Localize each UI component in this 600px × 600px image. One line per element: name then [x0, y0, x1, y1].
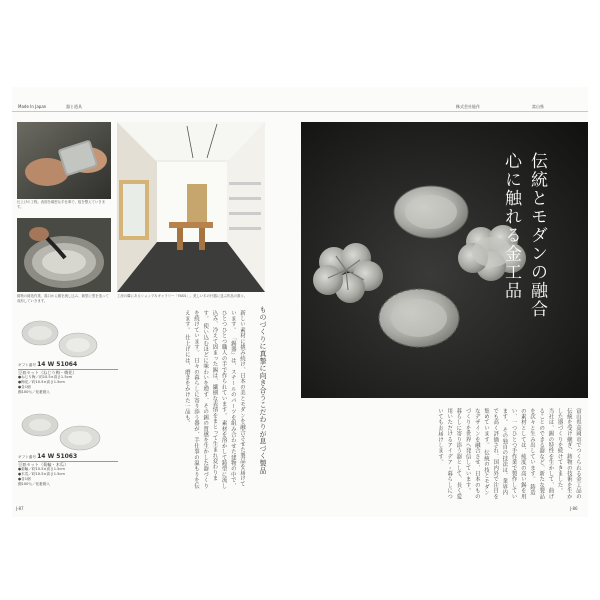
product-1-detail-4: 錫100％／化粧箱入 [18, 390, 51, 394]
left-body-col-4: 使い込むほどに味わいを増す、その錫の質感を生かした器づくりを続けています。 [192, 310, 209, 489]
product-2-detail-1: ●菊輪／約10.5×高さ1.5cm [18, 467, 65, 471]
right-body-col-3: 鋳造の素材としては、純度の高い錫を用い、一つひとつ手作業で製作しています。 [501, 408, 535, 500]
photo-casting-caption: 鋳物の鋳造作業、湯口から錫を流し込み、鋳型に型を造って成形していきます。 [17, 294, 109, 303]
product-2-name: 豆皿セット（菊輪・木瓜） [18, 461, 118, 467]
photo-casting [17, 218, 111, 292]
right-body-col-2: 当社は、錫の特性を生かして、曲げることのできる器など、新たな製品を次々と生み出しています。 [528, 408, 554, 500]
right-body-col-4: その独自の技法は、業界内でも高く評価され、国内外で注目を集めています。 [482, 408, 508, 500]
left-body-col-3: 素材を溶かして鋳型に流し込み、冷えて固まった錫は、繊細な表情をまとって生まれ変わります。 [202, 310, 227, 489]
right-header-company: 株式会社能作 [456, 104, 480, 109]
right-page-number: J-86 [570, 506, 578, 511]
left-body [122, 310, 246, 490]
left-header-category: 器と道具 [66, 104, 82, 109]
product-1-image [18, 316, 100, 360]
left-lead: ものづくりに真摯に向き合うこだわりが息づく製品 [259, 306, 267, 474]
product-2 [18, 454, 118, 487]
photo-polishing [17, 122, 111, 199]
right-title-line-2: 心に触れる金工品 [501, 152, 521, 300]
photo-polishing-caption: 仕上げの工程。表面を緻密な手仕事で、板を整えていきます。 [17, 200, 106, 209]
left-body-col-5: 日々の暮らしに寄り添う器が、手仕事の温もりを伝えます。 [183, 310, 199, 489]
product-2-tag: ギフト番号 [18, 455, 36, 459]
left-page-number: J-87 [16, 506, 24, 511]
right-body-col-5: 伝統の技とモダンなデザインを融合させ、日本のものづくりを世界へ発信しています。 [464, 408, 489, 500]
product-1-tag: ギフト番号 [18, 363, 36, 367]
product-2-detail-3: ●各1個 [18, 477, 31, 481]
right-body-col-1: 富山県高岡市でつくられる金工品の伝統を受け継ぎ、鋳物の技術を生かした器づくりを続けてきました。 [556, 408, 581, 500]
right-body [320, 408, 582, 500]
right-body-col-6: 暮らしに寄り添う器として、長く愛用いただけるアイデア・暮らしについてもお届けします。 [436, 408, 462, 500]
product-1-name: 豆皿セット（ねじり梅・梅花） [18, 369, 118, 375]
left-header-series: Made In Japan [18, 104, 47, 109]
right-header-region: 富山県 [532, 104, 544, 109]
product-2-code: 14 W 51063 [37, 453, 78, 460]
left-body-col-2: 「錫器」は、スチールのパーツを組み合わせた建物の中で、ひとつひとつ職人の手で作られています。 [220, 310, 236, 489]
header-rule [12, 111, 588, 112]
product-1-detail-1: ●ねじり梅／約10.5×高さ1.5cm [18, 375, 73, 379]
right-title-line-1: 伝統とモダンの融合 [527, 152, 547, 319]
product-1 [18, 362, 118, 395]
product-1-detail-2: ●梅花／約10.5×高さ1.5cm [18, 380, 65, 384]
product-2-image [18, 410, 102, 452]
photo-gallery-caption: 工房の隣にあるショップ＆ギャラリー「FASS」。美しい木の什器に並ぶ作品の数々。 [117, 294, 248, 298]
product-1-detail-3: ●各1個 [18, 385, 31, 389]
product-1-code: 14 W 51064 [37, 361, 78, 368]
product-2-detail-2: ●木瓜／約10.5×高さ1.5cm [18, 472, 65, 476]
photo-gallery [117, 122, 265, 292]
left-body-col-1: 新しい素材に挑み続け、日本の美とモダンを融合させた製品を届けています。 [229, 310, 245, 487]
left-body-col-6: 仕上げには、磨きをかけた一品も。 [183, 334, 190, 427]
product-2-detail-4: 錫100％／化粧箱入 [18, 482, 51, 486]
